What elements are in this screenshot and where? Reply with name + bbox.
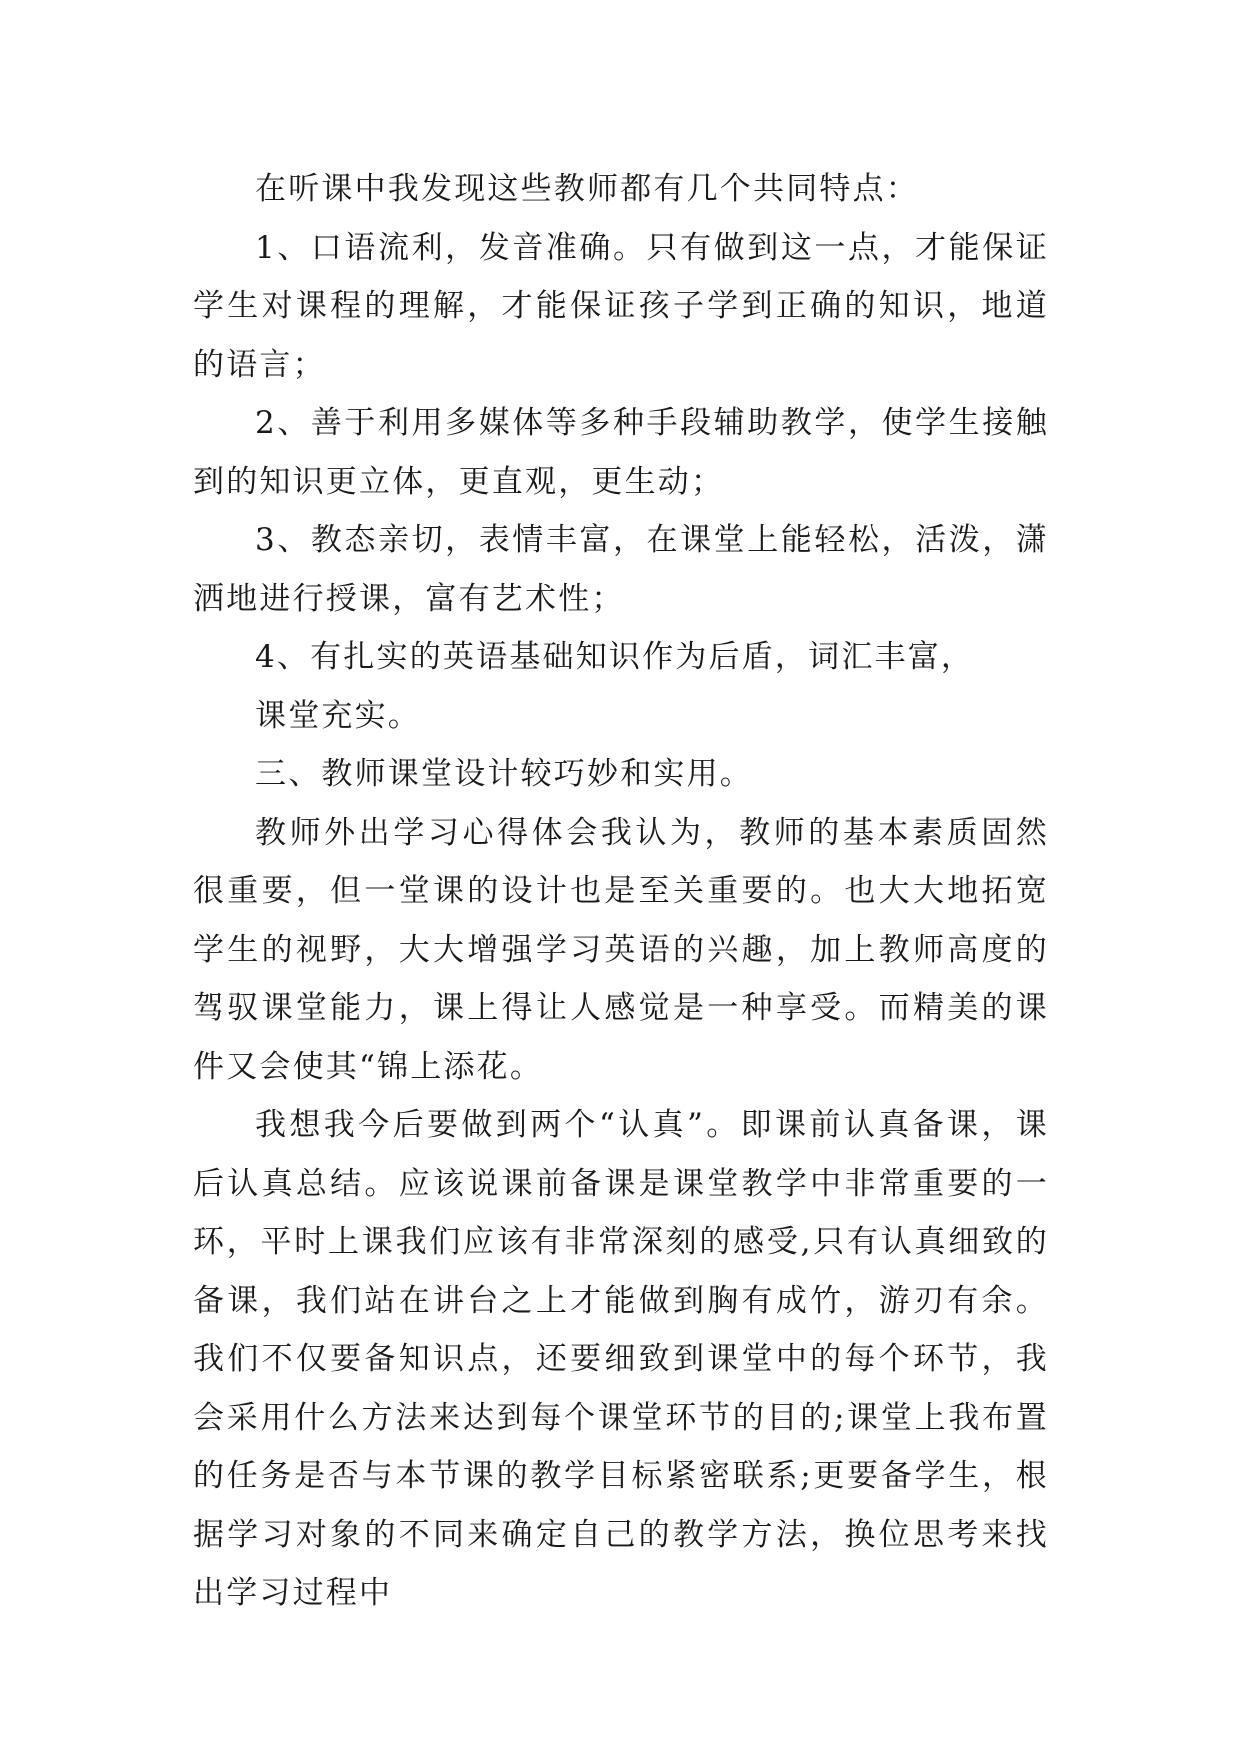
paragraph-lesson-design: 教师外出学习心得体会我认为，教师的基本素质固然很重要，但一堂课的设计也是至关重要的。也大大地拓宽学生的视野，大大增强学习英语的兴趣，加上教师高度的驾驭课堂能力，课上得让人感觉是一种享受。而精美的课件又会使其“锦上添花。 xyxy=(193,814,1049,1085)
paragraph-point-4: 4、有扎实的英语基础知识作为后盾，词汇丰富， xyxy=(255,639,975,675)
paragraph-two-earnest: 我想我今后要做到两个“认真”。即课前认真备课，课后认真总结。应该说课前备课是课堂教学中非常重要的一环，平时上课我们应该有非常深刻的感受,只有认真细致的备课，我们站在讲台之上才能做到胸有成竹，游刃有余。我们不仅要备知识点，还要细致到课堂中的每个环节，我会采用什么方法来达到每个课堂环节的目的;课堂上我布置的任务是否与本节课的教学目标紧密联系;更要备学生，根据学习对象的不同来确定自己的教学方法，换位思考来找出学习过程中 xyxy=(193,1107,1049,1611)
section-heading-3: 三、教师课堂设计较巧妙和实用。 xyxy=(255,756,753,792)
paragraph-common-traits: 在听课中我发现这些教师都有几个共同特点： xyxy=(255,171,919,207)
document-body xyxy=(193,160,1049,1623)
paragraph-point-2: 2、善于利用多媒体等多种手段辅助教学，使学生接触到的知识更立体，更直观，更生动； xyxy=(193,405,1049,500)
paragraph-point-1: 1、口语流利，发音准确。只有做到这一点，才能保证学生对课程的理解，才能保证孩子学到正确的知识，地道的语言； xyxy=(193,229,1049,383)
paragraph-point-4-continued: 课堂充实。 xyxy=(255,697,421,734)
paragraph-point-3: 3、教态亲切，表情丰富，在课堂上能轻松，活泼，潇洒地进行授课，富有艺术性； xyxy=(193,522,1049,617)
